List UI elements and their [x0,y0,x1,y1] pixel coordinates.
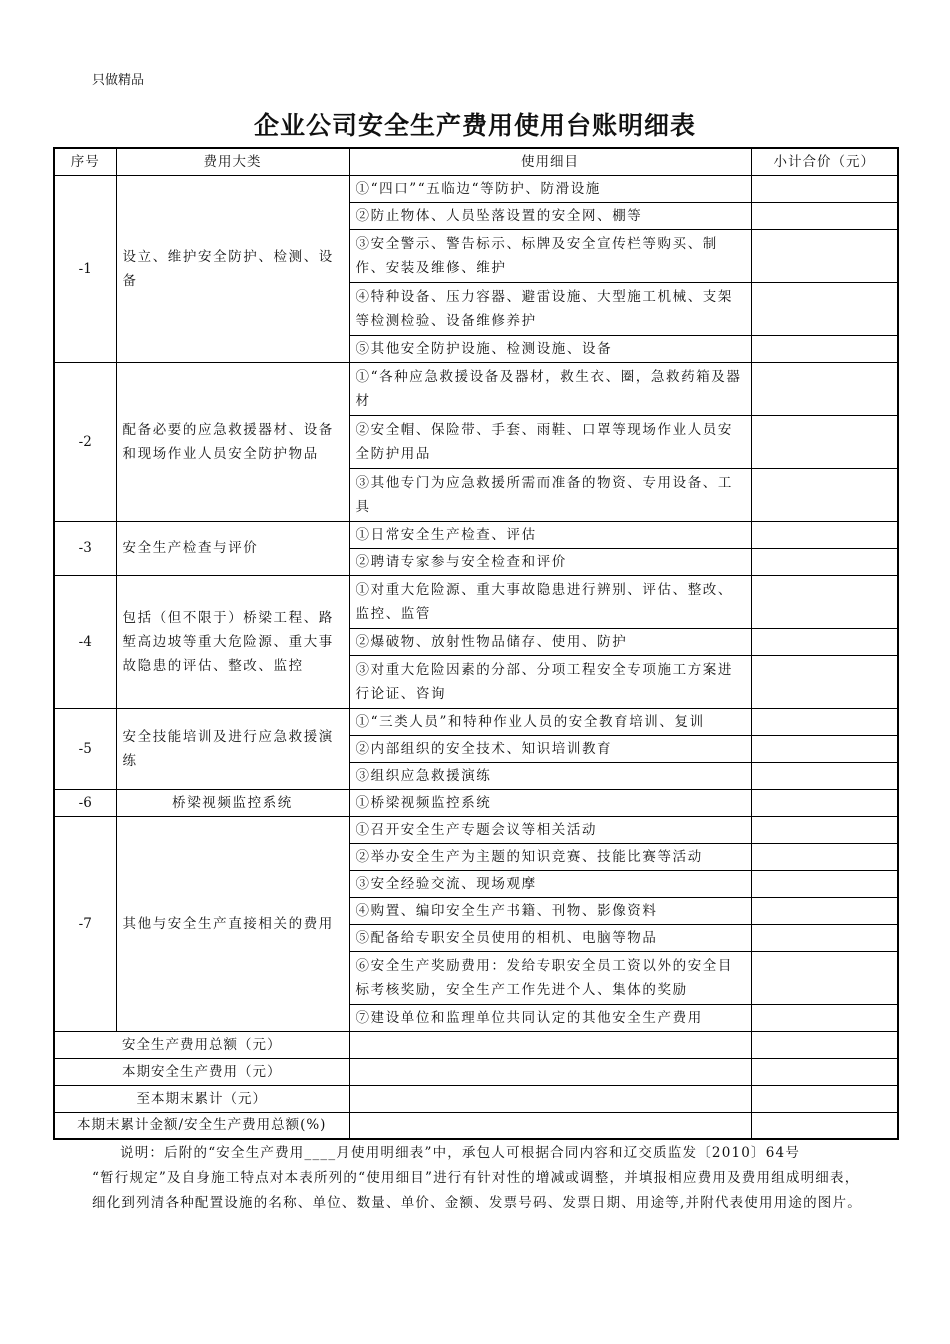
table-row [54,816,898,843]
usage-detail: ⑦建设单位和监理单位共同认定的其他安全生产费用 [349,1004,751,1031]
usage-detail: ②内部组织的安全技术、知识培训教育 [349,735,751,762]
usage-detail: ①“各种应急救援设备及器材，救生衣、圈，急救药箱及器材 [349,362,751,415]
summary-row [54,1058,898,1085]
subtotal-cell[interactable] [751,762,898,789]
usage-detail: ①日常安全生产检查、评估 [349,521,751,548]
usage-detail: ②举办安全生产为主题的知识竞赛、技能比赛等活动 [349,843,751,870]
expense-category: 其他与安全生产直接相关的费用 [116,816,349,1031]
expense-category: 配备必要的应急救援器材、设备和现场作业人员安全防护物品 [116,362,349,521]
ledger-body [54,175,898,1139]
subtotal-cell[interactable] [751,175,898,202]
row-number: -5 [54,708,116,789]
subtotal-cell[interactable] [751,282,898,335]
subtotal-cell[interactable] [751,843,898,870]
row-number: -3 [54,521,116,575]
summary-amount-cell[interactable] [751,1112,898,1139]
summary-amount-cell[interactable] [751,1031,898,1058]
usage-detail: ②爆破物、放射性物品储存、使用、防护 [349,628,751,655]
expense-category: 包括（但不限于）桥梁工程、路堑高边坡等重大危险源、重大事故隐患的评估、整改、监控 [116,575,349,708]
summary-label: 本期末累计金额/安全生产费用总额(%) [54,1112,349,1139]
row-number: -2 [54,362,116,521]
subtotal-cell[interactable] [751,548,898,575]
usage-detail: ⑥安全生产奖励费用：发给专职安全员工资以外的安全目标考核奖励，安全生产工作先进个人、集体的奖励 [349,951,751,1004]
summary-detail-cell[interactable] [349,1112,751,1139]
row-number: -1 [54,175,116,362]
summary-label: 安全生产费用总额（元） [54,1031,349,1058]
table-row [54,708,898,735]
row-number: -4 [54,575,116,708]
usage-detail: ①召开安全生产专题会议等相关活动 [349,816,751,843]
subtotal-cell[interactable] [751,735,898,762]
subtotal-cell[interactable] [751,897,898,924]
subtotal-cell[interactable] [751,816,898,843]
usage-detail: ③安全警示、警告标示、标牌及安全宣传栏等购买、制作、安装及维修、维护 [349,229,751,282]
table-row [54,362,898,415]
usage-detail: ④购置、编印安全生产书籍、刊物、影像资料 [349,897,751,924]
subtotal-cell[interactable] [751,468,898,521]
row-number: -6 [54,789,116,816]
subtotal-cell[interactable] [751,628,898,655]
usage-detail: ①桥梁视频监控系统 [349,789,751,816]
subtotal-cell[interactable] [751,1004,898,1031]
column-header-category: 费用大类 [116,148,349,175]
usage-detail: ②聘请专家参与安全检查和评价 [349,548,751,575]
usage-detail: ②安全帽、保险带、手套、雨鞋、口罩等现场作业人员安全防护用品 [349,415,751,468]
usage-detail: ①对重大危险源、重大事故隐患进行辨别、评估、整改、监控、监管 [349,575,751,628]
summary-detail-cell[interactable] [349,1031,751,1058]
table-row [54,175,898,202]
usage-detail: ③对重大危险因素的分部、分项工程安全专项施工方案进行论证、咨询 [349,655,751,708]
expense-category: 安全生产检查与评价 [116,521,349,575]
column-header-detail: 使用细目 [349,148,751,175]
summary-row [54,1085,898,1112]
summary-label: 至本期末累计（元） [54,1085,349,1112]
usage-detail: ①“三类人员”和特种作业人员的安全教育培训、复训 [349,708,751,735]
subtotal-cell[interactable] [751,229,898,282]
subtotal-cell[interactable] [751,521,898,548]
subtotal-cell[interactable] [751,415,898,468]
subtotal-cell[interactable] [751,362,898,415]
summary-amount-cell[interactable] [751,1085,898,1112]
usage-detail: ①“四口”“五临边“等防护、防滑设施 [349,175,751,202]
usage-detail: ③其他专门为应急救援所需而准备的物资、专用设备、工具 [349,468,751,521]
table-row [54,789,898,816]
table-row [54,521,898,548]
explanation-note [92,1141,872,1216]
summary-label: 本期安全生产费用（元） [54,1058,349,1085]
note-body: “暂行规定”及自身施工特点对本表所列的“使用细目”进行有针对性的增减或调整，并填报相应费用及费用组成明细表，细化到列清各种配置设施的名称、单位、数量、单价、金额、发票号码、发票日期、用途等,并附代表使用用途的图片。 [92,1170,862,1211]
summary-detail-cell[interactable] [349,1085,751,1112]
expense-category: 安全技能培训及进行应急救援演练 [116,708,349,789]
usage-detail: ②防止物体、人员坠落设置的安全网、棚等 [349,202,751,229]
table-header-row [54,148,898,175]
summary-row [54,1112,898,1139]
usage-detail: ③安全经验交流、现场观摩 [349,870,751,897]
subtotal-cell[interactable] [751,202,898,229]
subtotal-cell[interactable] [751,575,898,628]
summary-detail-cell[interactable] [349,1058,751,1085]
summary-amount-cell[interactable] [751,1058,898,1085]
expense-ledger-table [53,147,899,1140]
subtotal-cell[interactable] [751,870,898,897]
table-row [54,575,898,628]
subtotal-cell[interactable] [751,924,898,951]
usage-detail: ④特种设备、压力容器、避雷设施、大型施工机械、支架等检测检验、设备维修养护 [349,282,751,335]
usage-detail: ③组织应急救援演练 [349,762,751,789]
page-title: 企业公司安全生产费用使用台账明细表 [253,111,696,140]
header-note: 只做精品 [92,73,145,88]
subtotal-cell[interactable] [751,708,898,735]
column-header-no: 序号 [54,148,116,175]
expense-category: 桥梁视频监控系统 [116,789,349,816]
summary-row [54,1031,898,1058]
usage-detail: ⑤其他安全防护设施、检测设施、设备 [349,335,751,362]
row-number: -7 [54,816,116,1031]
subtotal-cell[interactable] [751,789,898,816]
expense-category: 设立、维护安全防护、检测、设备 [116,175,349,362]
subtotal-cell[interactable] [751,951,898,1004]
subtotal-cell[interactable] [751,655,898,708]
subtotal-cell[interactable] [751,335,898,362]
note-first-line: 说明：后附的“安全生产费用____月使用明细表”中，承包人可根据合同内容和辽交质监发〔2010〕64号 [120,1145,801,1161]
usage-detail: ⑤配备给专职安全员使用的相机、电脑等物品 [349,924,751,951]
column-header-subtotal: 小计合价（元） [751,148,898,175]
